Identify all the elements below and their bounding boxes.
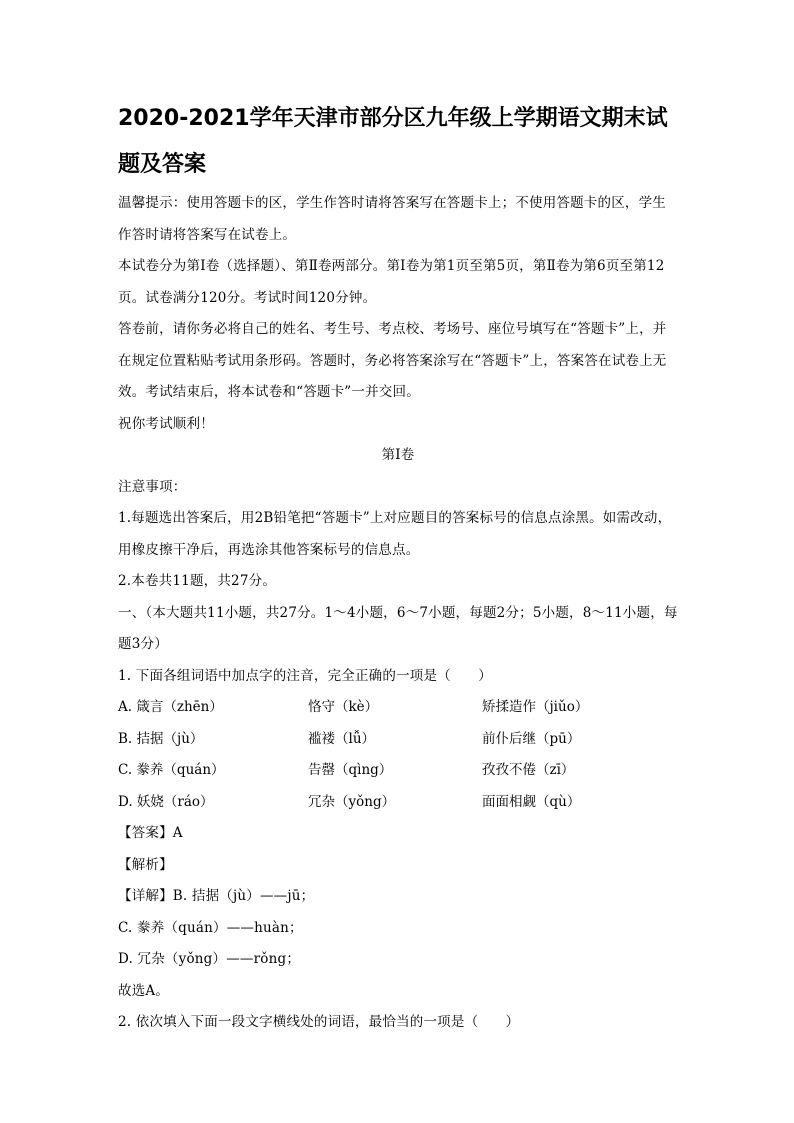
exam-page: [118, 96, 678, 1039]
option-word: 冗杂（yǒng）: [308, 793, 396, 810]
option-word: 褴褛（lǚ）: [308, 730, 376, 747]
option-word: 恪守（kè）: [308, 699, 379, 715]
option-word: A. 箴言（zhēn）: [118, 699, 223, 715]
option-word: B. 拮据（jù）: [118, 730, 204, 747]
question-2-stem: 2. 依次填入下面一段文字横线处的词语，最恰当的一项是（ ）: [118, 1014, 520, 1030]
option-word: D. 妖娆（ráo）: [118, 793, 214, 810]
option-word: 面面相觑（qù）: [482, 793, 581, 810]
question-1-detail: D. 冗杂（yǒng）——rǒng；: [118, 951, 301, 967]
option-word: 孜孜不倦（zī）: [482, 762, 575, 778]
option-word: C. 豢养（quán）: [118, 762, 225, 778]
document-title: 2020-2021学年天津市部分区九年级上学期语文期末试题及答案: [118, 106, 668, 177]
option-word: 告罄（qìng）: [308, 762, 393, 778]
question-1-detail: C. 豢养（quán）——huàn；: [118, 919, 303, 936]
note-item: 1.每题选出答案后，用2B铅笔把“答题卡”上对应题目的答案标号的信息点涂黑。如需改动，用橡皮擦干净后，再选涂其他答案标号的信息点。: [118, 510, 672, 558]
section-heading: 一、（本大题共11小题，共27分。1～4小题，6～7小题，每题2分；5小题，8～11小题，每题3分）: [118, 604, 678, 652]
volume-title: 第Ⅰ卷: [381, 447, 415, 463]
question-1-option-a: [118, 692, 678, 724]
question-1-analysis-label: 【解析】: [118, 856, 173, 873]
intro-instructions: 答卷前，请你务必将自己的姓名、考生号、考点校、考场号、座位号填写在“答题卡”上，并在规定位置粘贴考试用条形码。答题时，务必将答案涂写在“答题卡”上，答案答在试卷上无效。考试结束后，将本试卷和“答题卡”一并交回。: [118, 321, 667, 400]
question-1-option-c: [118, 755, 678, 787]
intro-wish: 祝你考试顺利！: [118, 415, 214, 432]
question-1-option-b: [118, 724, 678, 756]
question-1-option-d: [118, 787, 678, 819]
intro-tip: 温馨提示：使用答题卡的区，学生作答时请将答案写在答题卡上；不使用答题卡的区，学生作答时请将答案写在试卷上。: [118, 195, 666, 243]
question-1-stem: 1. 下面各组词语中加点字的注音，完全正确的一项是（ ）: [118, 667, 492, 684]
question-1-answer: 【答案】A: [118, 825, 183, 841]
notes-heading: 注意事项：: [118, 478, 187, 495]
question-1-conclusion: 故选A。: [118, 982, 170, 999]
note-item: 2.本卷共11题，共27分。: [118, 573, 277, 589]
question-1-detail: 【详解】B. 拮据（jù）——jū；: [118, 888, 315, 904]
intro-structure: 本试卷分为第Ⅰ卷（选择题）、第Ⅱ卷两部分。第Ⅰ卷为第1页至第5页，第Ⅱ卷为第6页至第12页。试卷满分120分。考试时间120分钟。: [118, 258, 665, 306]
option-word: 前仆后继（pū）: [482, 730, 581, 747]
option-word: 矫揉造作（jiǔo）: [482, 699, 589, 715]
